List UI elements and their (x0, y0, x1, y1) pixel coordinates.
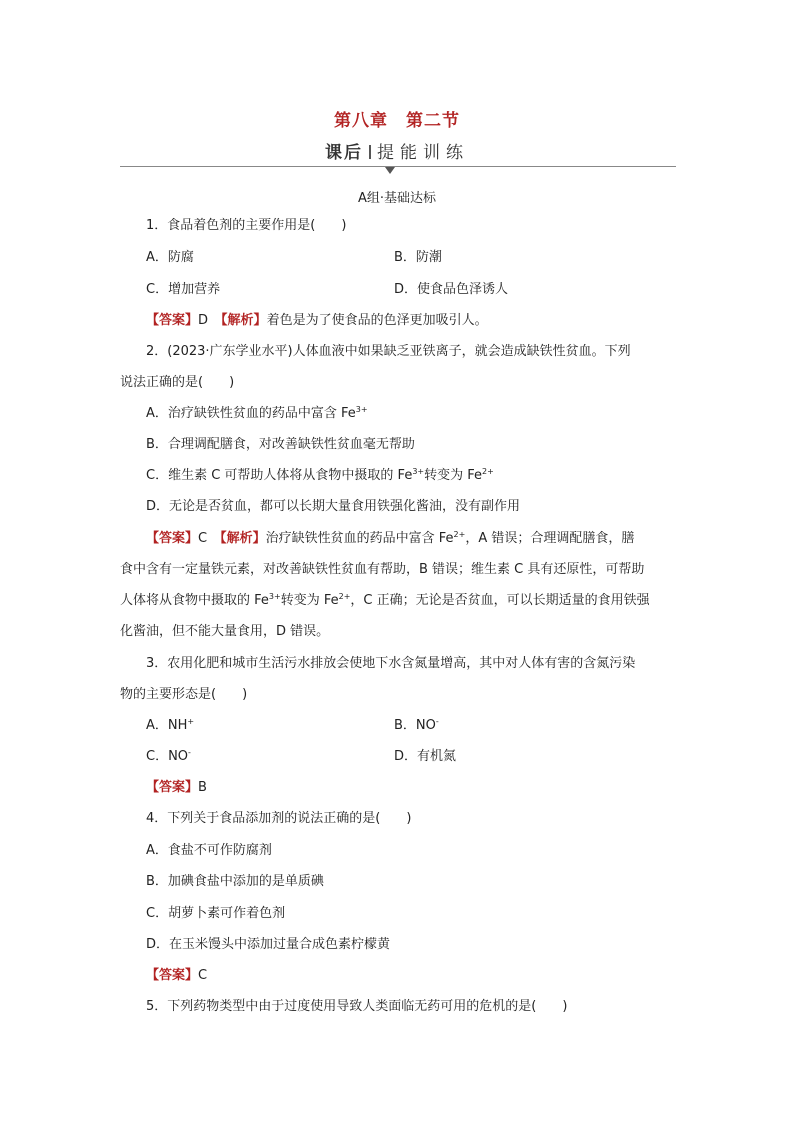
analysis-text: ，A 错误；合理调配膳食，膳 (465, 531, 635, 546)
subtitle (0, 138, 794, 163)
q3-option-c (146, 749, 191, 765)
analysis-text: 人体将从食物中摄取的 Fe (120, 593, 269, 608)
q2-option-b: B．合理调配膳食，对改善缺铁性贫血毫无帮助 (146, 437, 415, 452)
q3-option-b-text: B．NO (394, 718, 436, 733)
answer-tag: 【答案】 (146, 780, 199, 795)
answer-tag: 【答案】 (146, 313, 199, 328)
q3-option-a-text: A．NH (146, 718, 188, 733)
analysis-sup: 2+ (338, 592, 351, 601)
subtitle-main: 课后 (325, 143, 363, 163)
q2-option-a (146, 406, 368, 422)
q2-option-d: D．无论是否贫血，都可以长期大量食用铁强化酱油，没有副作用 (146, 499, 521, 514)
q4-option-d: D．在玉米馒头中添加过量合成色素柠檬黄 (146, 937, 391, 952)
q2-option-c (146, 468, 494, 484)
q2-option-c-sup2: 2+ (482, 467, 494, 476)
q1-option-a: A．防腐 (146, 250, 194, 265)
q3-option-d: D．有机氮 (394, 749, 457, 764)
analysis-text: 治疗缺铁性贫血的药品中富含 Fe (265, 531, 454, 546)
analysis-sup: 3+ (268, 592, 281, 601)
q2-analysis-line2: 食中含有一定量铁元素，对改善缺铁性贫血有帮助，B 错误；维生素 C 具有还原性，可帮助 (120, 562, 645, 577)
q3-option-a (146, 718, 194, 734)
q2-stem-line2: 说法正确的是( ) (120, 375, 235, 390)
answer-value: C (198, 968, 208, 983)
q3-option-a-sup: + (187, 717, 195, 726)
q4-stem: 4．下列关于食品添加剂的说法正确的是( ) (146, 811, 412, 826)
q2-option-c-mid: 转变为 Fe (424, 468, 483, 483)
q1-stem: 1．食品着色剂的主要作用是( ) (146, 218, 347, 233)
analysis-text: 着色是为了使食品的色泽更加吸引人。 (266, 313, 488, 328)
q4-option-a: A．食盐不可作防腐剂 (146, 843, 272, 858)
analysis-text: ，C 正确；无论是否贫血，可以长期适量的食用铁强 (350, 593, 650, 608)
q2-analysis-line3 (120, 593, 650, 609)
q2-option-a-text: A．治疗缺铁性贫血的药品中富含 Fe (146, 406, 356, 421)
subtitle-rest: 提能训练 (377, 143, 469, 163)
answer-value: B (198, 780, 207, 795)
header-divider (120, 166, 676, 167)
chapter-title: 第八章 第二节 (334, 111, 460, 131)
q3-answer (146, 780, 207, 796)
q3-option-b-sup: - (435, 717, 439, 726)
q2-option-c-sup1: 3+ (412, 467, 425, 476)
answer-value: D (198, 313, 209, 328)
answer-value: C (198, 531, 208, 546)
answer-tag: 【答案】 (146, 531, 199, 546)
q4-answer (146, 968, 207, 984)
q3-option-c-sup: - (188, 748, 191, 757)
q5-stem: 5．下列药物类型中由于过度使用导致人类面临无药可用的危机的是( ) (146, 999, 568, 1014)
q2-analysis-line4: 化酱油，但不能大量食用，D 错误。 (120, 624, 330, 639)
q1-option-c: C．增加营养 (146, 282, 221, 297)
q1-option-b: B．防潮 (394, 250, 442, 265)
q3-option-c-text: C．NO (146, 749, 189, 764)
analysis-sup: 2+ (453, 530, 466, 539)
q3-stem-line2: 物的主要形态是( ) (120, 687, 248, 702)
section-label: A组·基础达标 (357, 191, 437, 206)
q4-option-b: B．加碘食盐中添加的是单质碘 (146, 874, 324, 889)
q2-option-c-text: C．维生素 C 可帮助人体将从食物中摄取的 Fe (146, 468, 413, 483)
q2-answer-line1 (146, 531, 634, 547)
q1-answer (146, 313, 488, 329)
divider-arrow-icon (385, 167, 395, 174)
q1-option-d: D．使食品色泽诱人 (394, 282, 509, 297)
q2-stem-line1: 2．(2023·广东学业水平)人体血液中如果缺乏亚铁离子，就会造成缺铁性贫血。下列 (146, 344, 631, 359)
subtitle-separator (369, 145, 371, 159)
q3-stem-line1: 3．农用化肥和城市生活污水排放会使地下水含氮量增高，其中对人体有害的含氮污染 (146, 656, 636, 671)
analysis-text: 转变为 Fe (280, 593, 339, 608)
q3-option-b (394, 718, 439, 734)
analysis-tag: 【解析】 (220, 531, 266, 546)
q4-option-c: C．胡萝卜素可作着色剂 (146, 906, 286, 921)
answer-tag: 【答案】 (146, 968, 199, 983)
q2-option-a-sup: 3+ (355, 405, 368, 414)
analysis-tag: 【解析】 (221, 313, 267, 328)
